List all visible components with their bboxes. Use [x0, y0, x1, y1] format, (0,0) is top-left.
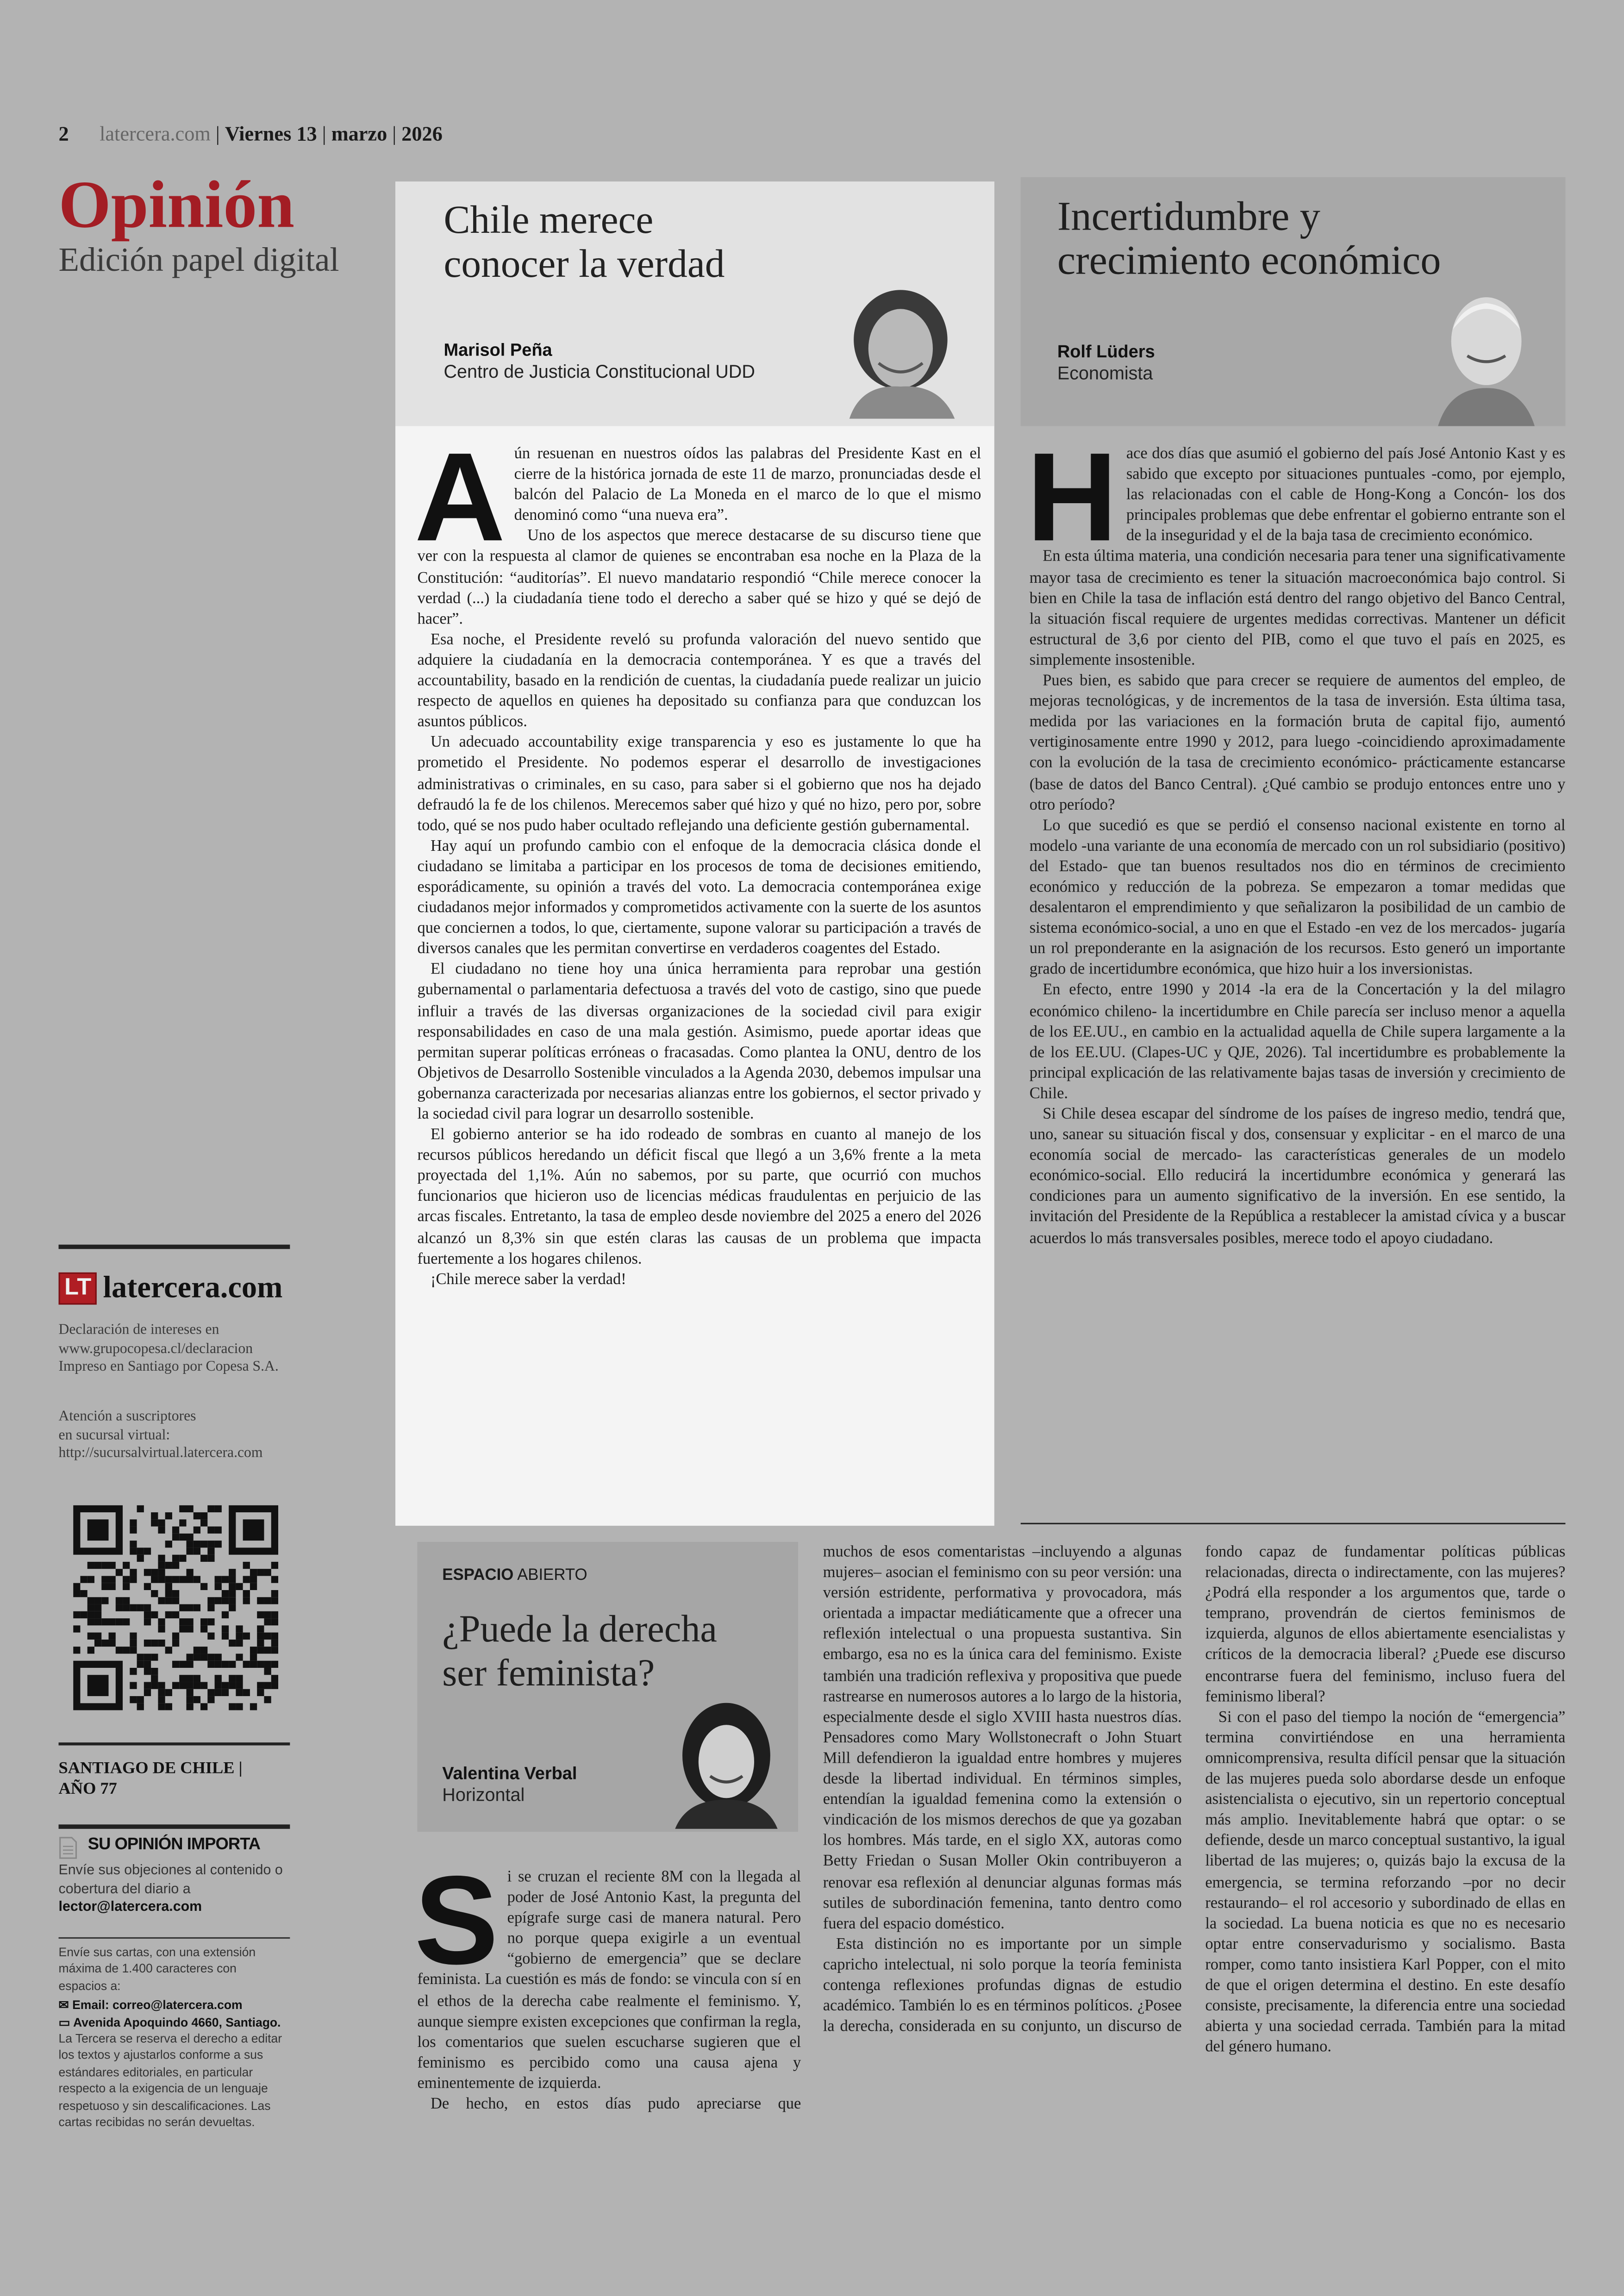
paragraph: Uno de los aspectos que merece destacarse de su discurso tiene que ver con la respuesta al clamor de quienes se encontraban esa noche en la Plaza de la Constitución: “auditorías”. El nuevo mandatario respondió “Chile merece conocer la verdad (...) la ciudadanía tiene todo el derecho a saber qué se hizo y qué se dejó de hacer”. [417, 527, 981, 628]
author-portrait [1438, 286, 1535, 426]
article-column-3 [1205, 1542, 1565, 2058]
paragraph: El ciudadano no tiene hoy una única herramienta para reprobar una gestión gubernamental o parlamentaria defectuosa a través del voto de castigo, sino que puede influir a través de las diversas organizaciones de la sociedad civil para exigir responsabilidades en caso de una mala gestión. Asimismo, puede aportar ideas que permitan superar políticas erróneas o fracasadas. Como plantea la ONU, dentro de los Objetivos de Desarrollo Sostenible vinculados a la Agenda 2030, debemos impulsar una gobernanza caracterizada por necesarias alianzas entre los gobiernos, el sector privado y la sociedad civil para lograr un desarrollo sostenible. [417, 961, 981, 1123]
paragraph: Pues bien, es sabido que para crecer se requiere de aumentos del empleo, de mejoras tecnológicas, y de incrementos de la tasa de inversión. Esta última tasa, medida por las variaciones en la formación bruta de capital fijo, aumentó vertiginosamente entre 1990 y 2012, para luego -coincidiendo aproximadamente con la evolución de la tasa de crecimiento económico- prácticamente estancarse (base de datos del Banco Central). ¿Qué cambio se produjo entonces entre uno y otro período? [1029, 672, 1566, 814]
separator: | [322, 124, 326, 147]
author-affiliation: Centro de Justicia Constitucional UDD [443, 362, 755, 382]
paragraph: ace dos días que asumió el gobierno del país José Antonio Kast y es sabido que excepto por situaciones puntuales -como, por ejemplo, las relacionadas con el cable de Hong-Kong a Concón- los dos principales problemas que debe enfrentar el gobierno entrante son el de la inseguridad y el de la baja tasa de crecimiento económico. [1126, 445, 1566, 545]
paragraph: Esa noche, el Presidente reveló su profunda valoración del nuevo sentido que adquiere la ciudadanía en la democracia contemporánea. Y es que a través del accountability, basado en la rendición de cuentas, la ciudadanía puede realizar un juicio respecto de aquellos en quienes ha depositado su confianza para que conduzcan los asuntos públicos. [417, 630, 981, 731]
folio-day: Viernes 13 [225, 124, 317, 147]
separator: | [215, 124, 220, 147]
paragraph: muchos de esos comentaristas –incluyendo a algunas mujeres– asocian el feminismo con su peor versión: una versión estridente, performativa y provocadora, más orientada a impactar mediáticamente que a ofrecer una reflexión intelectual o una propuesta sustantiva. Sin embargo, esa no es la única cara del feminismo. Existe también una tradición reflexiva y propositiva que puede rastrearse en numerosos autores a lo largo de la historia, especialmente desde el siglo XVIII hasta nuestros días. Pensadores como Mary Wollstonecraft o John Stuart Mill defendieron la igualdad entre hombres y mujeres desde la libertad individual. En términos simples, entendían la igualdad femenina como la extensión o vindicación de los mismos derechos de que ya gozaban los hombres. Más tarde, en el siglo XX, autoras como Betty Friedan o Susan Moller Okin contribuyeron a renovar esa reflexión al denunciar algunas formas más sutiles de subordinación femenina, tanto dentro como fuera del espacio doméstico. [823, 1543, 1182, 1933]
letters-address-text: Avenida Apoquindo 4660, Santiago. [73, 2014, 281, 2029]
author-affiliation: Economista [1057, 363, 1153, 384]
declaration-block [59, 1322, 279, 1377]
title-line: Chile merece [443, 198, 654, 242]
qr-code[interactable] [73, 1505, 278, 1710]
paragraph: Hay aquí un profundo cambio con el enfoque de la democracia clásica donde el ciudadano se limitaba a participar en los procesos de toma de decisiones emitiendo, esporádicamente, su opinión a través del voto. La democracia contemporánea exige ciudadanos mejor informados y comprometidos activamente con la suerte de los asuntos que conciernen a todos, lo que, ciertamente, supone valorar su participación a través de diversos canales que les permitan convertirse en verdaderos coagentes del Estado. [417, 837, 981, 958]
letters-block [59, 1945, 286, 2131]
letters-text: Envíe sus cartas, con una extensión máxima de 1.400 caracteres con espacios a: [58, 1944, 256, 1993]
opinion-description: Envíe sus objeciones al contenido o cobertura del diario a [58, 1862, 283, 1897]
page-number: 2 [58, 124, 69, 147]
logo-text: latercera.com [103, 1269, 283, 1305]
article-title [442, 1608, 717, 1696]
disclaimer: La Tercera se reserva el derecho a editar los textos y ajustarlos conforme a sus estándares editoriales, en particular respecto a la exigencia de un lenguaje respetuoso y sin descalificaciones. Las cartas recibidas no serán devueltas. [58, 2031, 282, 2129]
paragraph: El gobierno anterior se ha ido rodeado de sombras en cuanto al manejo de los recursos públicos heredando un déficit fiscal que llegó a un 3,6% frente a la meta proyectada del 1,1%. Aún no sabemos, por su parte, que ocurrió con muchos funcionarios que hicieron uso de licencias médicas fraudulentas en perjuicio de las arcas fiscales. Entretanto, la tasa de empleo desde noviembre del 2025 a enero del 2026 alcanzó un 8,3% sin que estén claras las causas de un problema que impacta fuertemente a los hogares chilenos. [417, 1126, 981, 1268]
divider [59, 1824, 290, 1828]
title-line: crecimiento económico [1057, 238, 1441, 284]
article-header [418, 1542, 798, 1832]
kicker-bold: ESPACIO [442, 1566, 514, 1585]
drop-cap: A [414, 427, 506, 568]
paragraph: fondo capaz de fundamentar políticas públicas relacionadas, directa o indirectamente, con las mujeres? ¿Podrá ella responder a los argumentos que, tarde o temprano, provendrán de ciertos feminismos de izquierda, algunos de ellos abiertamente esencialistas y críticos de la democracia liberal? ¿Puede ese discurso encontrarse fuera del feminismo, incluso fuera del feminismo liberal? [1205, 1543, 1566, 1706]
article-column-2 [823, 1542, 1182, 2037]
paragraph: Si con el paso del tiempo la noción de “emergencia” termina convirtiéndose en una herramienta omnicomprensiva, resulta difícil pensar que la situación de las mujeres pueda solo abordarse desde un enfoque asistencialista o ejecutivo, sin un repertorio conceptual más amplio. Inevitablemente habrá que optar: o se defiende, desde un marco conceptual sustantivo, la igual libertad de las mujeres; o, quizás bajo la excusa de la emergencia, se termina reforzando –por no decir restaurando– el rol accesorio y subordinado de ellas en la sociedad. La buena noticia es que no es necesario optar entre conservadurismo y socialismo. Basta romper, como tanto insistiera Karl Popper, con el mito de que el origen determina el destino. En este desafío consiste, precisamente, la diferencia entre una sociedad abierta y una sociedad cerrada. También para la mitad del género humano. [1205, 1708, 1566, 2056]
edition-info [59, 1759, 243, 1800]
title-line: conocer la verdad [443, 241, 725, 286]
paragraph: Lo que sucedió es que se perdió el consenso nacional existente en torno al modelo -una variante de una economía de mercado con un rol subsidiario (positivo) del Estado- que tan buenos resultados nos dio en términos de crecimiento económico y reducción de la pobreza. Se empezaron a tomar medidas que desalentaron el emprendimiento y que señalizaron la posibilidad de un cambio de sistema económico-social, a uno en que el Estado -en vez de los mercados- jugaría un rol preponderante en la asignación de los recursos. Esto generó un importante grado de incertidumbre económica, que hizo huir a los inversionistas. [1029, 817, 1566, 979]
subscribers-line: Atención a suscriptores [58, 1408, 196, 1425]
paragraph: Esta distinción no es importante por un simple capricho intelectual, ni solo porque la teoría feminista contenga reflexiones profundas dignas de estudio académico. También lo es en términos políticos. ¿Posee la derecha, considerada en su conjunto, un discurso de [823, 1935, 1182, 2036]
page-folio [59, 125, 443, 148]
divider [59, 1245, 290, 1249]
divider [59, 1937, 290, 1939]
article-title [443, 198, 725, 286]
title-line: ¿Puede la derecha [442, 1608, 717, 1650]
folio-month: marzo [331, 124, 387, 147]
letters-email[interactable] [59, 1997, 286, 2014]
paragraph: Un adecuado accountability exige transparencia y eso es justamente lo que ha prometido el Presidente. No podemos esperar el desarrollo de investigaciones administrativas o criminales, en su caso, para saber si el gobierno que nos ha dejado defraudó la fe de los chilenos. Merecemos saber qué hizo y qué no hizo, pero por, sobre todo, qué se nos pudo haber ocultado reflejando una deficiente gestión gubernamental. [417, 734, 981, 835]
drop-cap: H [1026, 427, 1118, 568]
author-name: Marisol Peña [443, 339, 552, 361]
mailbox-icon: ▭ [58, 2014, 70, 2029]
divider [59, 1742, 290, 1745]
article-column-1 [414, 1851, 801, 2115]
section-title: Opinión [58, 167, 295, 242]
article-body [414, 427, 981, 1290]
folio-year: 2026 [401, 124, 443, 147]
folio-site[interactable]: latercera.com [100, 124, 211, 147]
paragraph: Si Chile desea escapar del síndrome de los países de ingreso medio, tendrá que, uno, sanear su situación fiscal y dos, consensuar y explicitar - en el marco de una economía social de mercado- las características generales de un modelo económico-social. Ello reducirá la incertidumbre económica y generará las condiciones para un aumento significativo de la inversión. En ese sentido, la invitación del Presidente de la República a restablecer la amistad cívica y a buscar acuerdos lo más transversales posibles, merece todo el apoyo ciudadano. [1029, 1105, 1566, 1247]
subscribers-link[interactable]: http://sucursalvirtual.latercera.com [58, 1445, 263, 1461]
declaration-line: Impreso en Santiago por Copesa S.A. [58, 1359, 279, 1375]
subscribers-line: en sucursal virtual: [58, 1427, 170, 1443]
opinion-text [59, 1863, 293, 1918]
author-portrait [835, 281, 967, 418]
envelope-icon: ✉ [58, 1997, 69, 2012]
year-label: AÑO 77 [58, 1780, 117, 1798]
article-header [1021, 177, 1566, 426]
author-name: Rolf Lüders [1057, 341, 1155, 362]
section-subtitle: Edición papel digital [58, 241, 339, 279]
separator: | [392, 124, 397, 147]
article-chile-merece [395, 181, 994, 1526]
article-body [1026, 427, 1566, 1248]
document-icon [59, 1836, 78, 1860]
title-line: Incertidumbre y [1057, 194, 1320, 240]
paragraph: En efecto, entre 1990 y 2014 -la era de la Concertación y la del milagro económico chileno- la incertidumbre en Chile parecía ser incluso menor a aquella de los EE.UU., en cambio en la actualidad aquella de Chile supera largamente a la de los EE.UU. (Clapes-UC y QJE, 2026). Tal incertidumbre es probablemente la principal explicación de las relativamente bajas tasas de inversión y crecimiento de Chile. [1029, 981, 1566, 1103]
declaration-link[interactable]: www.grupocopesa.cl/declaracion [58, 1340, 253, 1357]
paragraph: De hecho, en estos días pudo apreciarse que [430, 2095, 801, 2113]
author-affiliation: Horizontal [442, 1784, 525, 1806]
subscribers-block [59, 1409, 263, 1464]
paragraph: ún resuenan en nuestros oídos las palabras del Presidente Kast en el cierre de la histórica jornada de este 11 de marzo, pronunciadas desde el balcón del Palacio de La Moneda en el marco de lo que el mismo denominó como “una nueva era”. [514, 445, 981, 525]
declaration-line: Declaración de intereses en [58, 1322, 219, 1339]
letters-address [59, 2014, 286, 2031]
paragraph: i se cruzan el reciente 8M con la llegada al poder de José Antonio Kast, la pregunta del epígrafe surge casi de manera natural. Pero no porque quepa exigirle a un eventual “gobierno de emergencia” que se declare feminista. La cuestión es más de fondo: se vincula con sí en el ethos de la derecha cabe realmente el feminismo. Y, aunque siempre existen excepciones que confirman la regla, los comentarios que suelen escucharse sugieren que el feminismo es percibido como una causa ajena y eminentemente de izquierda. [417, 1868, 801, 2093]
city: SANTIAGO DE CHILE | [58, 1760, 243, 1778]
kicker [442, 1567, 587, 1585]
divider [1021, 1523, 1566, 1524]
latercera-logo[interactable] [59, 1269, 283, 1306]
opinion-title: SU OPINIÓN IMPORTA [87, 1836, 261, 1854]
opinion-email-link[interactable]: lector@latercera.com [58, 1899, 202, 1916]
title-line: ser feminista? [442, 1652, 655, 1694]
kicker-rest: ABIERTO [517, 1566, 587, 1585]
paragraph: ¡Chile merece saber la verdad! [430, 1270, 626, 1288]
author-portrait [666, 1691, 786, 1828]
paragraph: En esta última materia, una condición necesaria para tener una significativamente mayor tasa de crecimiento es tener la situación macroeconómica bajo control. Si bien en Chile la tasa de inflación está dentro del rango objetivo del Banco Central, la situación fiscal requiere de urgentes medidas correctivas. Mantener un déficit estructural de 3,6 por ciento del PIB, como el que tuvo el país en 2025, es simplemente insostenible. [1029, 548, 1566, 669]
letters-email-text: Email: correo@latercera.com [72, 1997, 243, 2012]
drop-cap: S [414, 1851, 499, 1991]
logo-mark: LT [59, 1272, 97, 1304]
author-name: Valentina Verbal [442, 1763, 577, 1784]
article-title [1057, 196, 1441, 284]
